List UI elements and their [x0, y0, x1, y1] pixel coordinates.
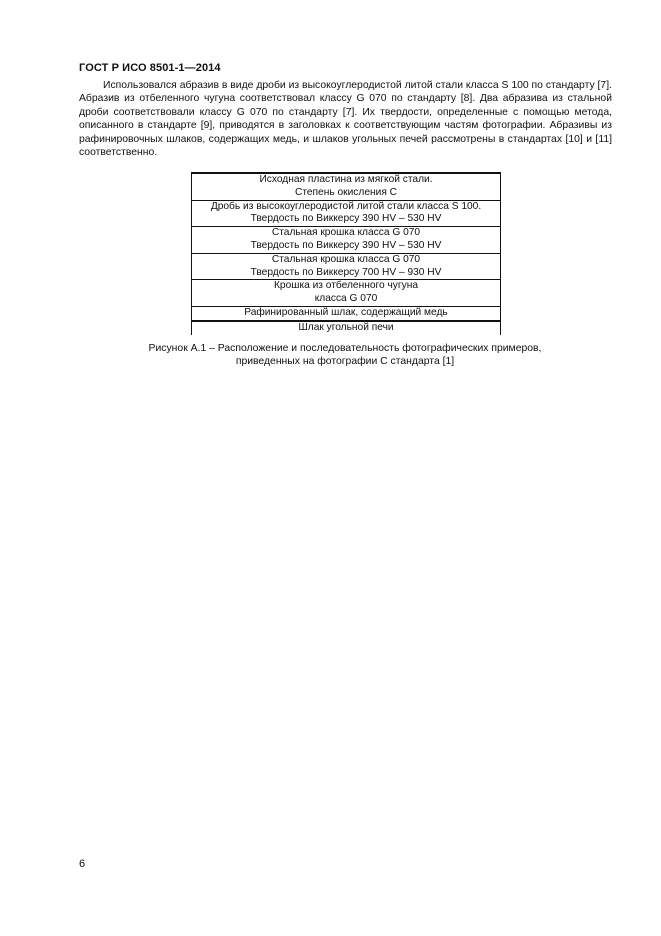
table-row [192, 280, 501, 307]
cell-line: Дробь из высокоуглеродистой литой стали класса S 100. [210, 200, 482, 212]
standard-header: ГОСТ Р ИСО 8501-1—2014 [79, 62, 221, 74]
body-paragraph: Использовался абразив в виде дроби из высокоуглеродистой литой стали класса S 100 по стандарту [7]. Абразив из отбеленного чугуна соответствовал классу G 070 по стандарту [8]. Два абразива из стальной дроби соответствовали классу G 070 по стандарту [7]. Их твердости, определенные с помощью метода, описанного в стандарте [9], приводятся в заголовках к соответствующим частям фотографии. Абразивы из рафинировочных шлаков, содержащих медь, и шлаков угольных печей рассмотрены в стандартах [10] и [11] соответственно. [79, 80, 612, 159]
table-row [192, 173, 501, 200]
table-row [192, 200, 501, 227]
table-row [192, 306, 501, 320]
table-cell [192, 306, 501, 320]
cell-line: Шлак угольной печи [298, 321, 394, 333]
cell-line: класса G 070 [314, 293, 378, 305]
caption-line: Рисунок А.1 – Расположение и последовательность фотографических примеров, [148, 343, 542, 354]
cell-line: Стальная крошка класса G 070 [271, 253, 421, 265]
table-cell [192, 253, 501, 280]
cell-line: Степень окисления C [294, 186, 398, 198]
cell-line: Стальная крошка класса G 070 [271, 227, 421, 239]
table-row [192, 227, 501, 254]
figure-caption [120, 342, 570, 369]
cell-line: Твердость по Виккерсу 390 HV – 530 HV [250, 213, 442, 225]
table-row [192, 321, 501, 335]
cell-line: Крошка из отбеленного чугуна [274, 280, 418, 292]
figure-layout-table [191, 172, 501, 335]
table-cell [192, 173, 501, 200]
table-cell [192, 227, 501, 254]
table-cell [192, 200, 501, 227]
cell-line: Твердость по Виккерсу 700 HV – 930 HV [250, 266, 442, 278]
table-cell [192, 321, 501, 335]
table-row [192, 253, 501, 280]
page-number: 6 [79, 858, 86, 870]
cell-line: Рафинированный шлак, содержащий медь [244, 306, 448, 318]
caption-line: приведенных на фотографии C стандарта [1] [235, 356, 455, 368]
cell-line: Исходная пластина из мягкой стали. [259, 174, 433, 185]
cell-line: Твердость по Виккерсу 390 HV – 530 HV [250, 239, 442, 251]
table-cell [192, 280, 501, 307]
